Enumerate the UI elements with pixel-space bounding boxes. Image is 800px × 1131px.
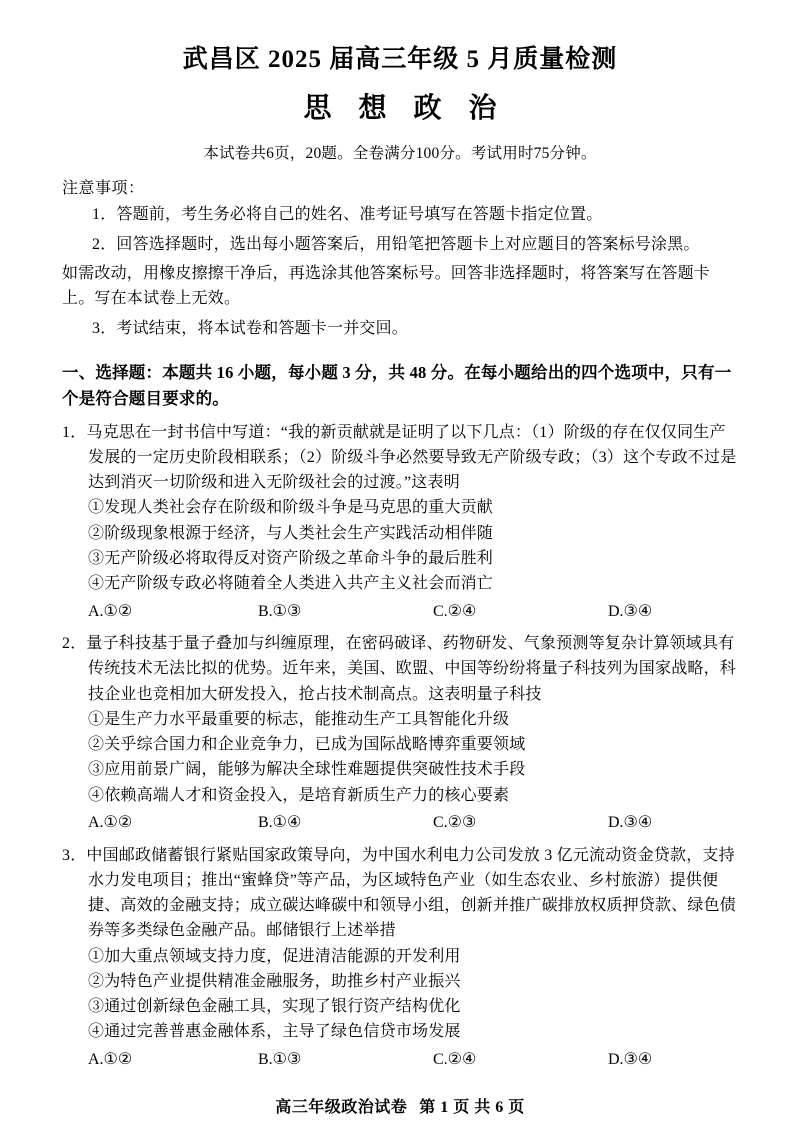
question-3-option-1: ①加大重点领域支持力度，促进清洁能源的开发利用 xyxy=(88,947,461,965)
question-3-option-4: ④通过完善普惠金融体系，主导了绿色信贷市场发展 xyxy=(88,1023,461,1041)
question-1-option-2: ②阶级现象根源于经济，与人类社会生产实践活动相伴随 xyxy=(88,524,494,542)
question-3-number: 3． xyxy=(62,846,87,864)
page-footer xyxy=(62,1094,738,1117)
question-3-text: 中国邮政储蓄银行紧贴国家政策导向，为中国水利电力公司发放 3 亿元流动资金贷款，支持水力发电项目；推出“蜜蜂贷”等产品，为区域特色产业（如生态农业、乡村旅游）提供便捷、高效的金融支持；成立碳达峰碳中和领导小组，创新并推广碳排放权质押贷款、绿色债券等多类绿色金融产品。邮储银行上述举措 xyxy=(86,846,737,940)
section-heading: 一、选择题：本题共 16 小题，每小题 3 分，共 48 分。在每小题给出的四个选项中，只有一个是符合题目要求的。 xyxy=(62,362,732,409)
footer-paper-name: 高三年级政治试卷 xyxy=(275,1099,408,1117)
question-1-option-3: ③无产阶级必将取得反对资产阶级之革命斗争的最后胜利 xyxy=(88,549,494,567)
subject-title: 思 想 政 治 xyxy=(303,92,507,124)
question-3-choice-b[interactable]: B.①③ xyxy=(258,1050,302,1068)
question-1-option-1: ①发现人类社会存在阶级和阶级斗争是马克思的重大贡献 xyxy=(88,499,494,517)
question-1-choice-a[interactable]: A.①② xyxy=(88,602,133,620)
question-2-choice-d[interactable]: D.③④ xyxy=(608,813,653,831)
question-3-option-3: ③通过创新绿色金融工具，实现了银行资产结构优化 xyxy=(88,998,461,1016)
question-2-option-4: ④依赖高端人才和资金投入，是培育新质生产力的核心要素 xyxy=(88,786,510,804)
question-2-choice-c[interactable]: C.②③ xyxy=(433,813,477,831)
question-1-choice-d[interactable]: D.③④ xyxy=(608,602,653,620)
question-1-choice-b[interactable]: B.①③ xyxy=(258,602,302,620)
question-2-option-2: ②关乎综合国力和企业竞争力，已成为国际战略博弈重要领域 xyxy=(88,736,526,754)
question-3 xyxy=(62,843,738,1073)
question-1-choices xyxy=(62,599,738,625)
question-1 xyxy=(62,420,738,624)
question-2-text: 量子科技基于量子叠加与纠缠原理，在密码破译、药物研发、气象预测等复杂计算领域具有传统技术无法比拟的优势。近年来，美国、欧盟、中国等纷纷将量子科技列为国家战略，科技企业也竞相加大研发投入，抢占技术制高点。这表明量子科技 xyxy=(86,635,737,703)
question-3-stem xyxy=(62,843,738,944)
paper-meta: 本试卷共6页，20题。全卷满分100分。考试用时75分钟。 xyxy=(203,144,597,162)
question-3-choice-c[interactable]: C.②④ xyxy=(433,1050,477,1068)
notice-item-2: 2．回答选择题时，选出每小题答案后，用铅笔把答题卡上对应题目的答案标号涂黑。 xyxy=(92,235,700,253)
question-1-option-4: ④无产阶级专政必将随着全人类进入共产主义社会而消亡 xyxy=(88,575,494,593)
question-3-option-2: ②为特色产业提供精准金融服务，助推乡村产业振兴 xyxy=(88,972,461,990)
question-3-choice-a[interactable]: A.①② xyxy=(88,1050,133,1068)
question-1-number: 1． xyxy=(62,423,87,441)
page-title: 武昌区 2025 届高三年级 5 月质量检测 xyxy=(182,46,618,73)
question-2-option-1: ①是生产力水平最重要的标志，能推动生产工具智能化升级 xyxy=(88,710,510,728)
question-1-choice-c[interactable]: C.②④ xyxy=(433,602,477,620)
question-3-choices xyxy=(62,1047,738,1073)
question-2 xyxy=(62,631,738,835)
question-1-stem xyxy=(62,420,738,496)
question-2-choice-a[interactable]: A.①② xyxy=(88,813,133,831)
question-2-stem xyxy=(62,631,738,707)
question-2-choice-b[interactable]: B.①④ xyxy=(258,813,302,831)
question-3-choice-d[interactable]: D.③④ xyxy=(608,1050,653,1068)
notice-item-2-continued: 如需改动，用橡皮擦擦干净后，再选涂其他答案标号。回答非选择题时，将答案写在答题卡上。写在本试卷上无效。 xyxy=(62,265,711,308)
notice-item-3: 3．考试结束，将本试卷和答题卡一并交回。 xyxy=(92,320,409,338)
notice-item-1: 1．答题前，考生务必将自己的姓名、准考证号填写在答题卡指定位置。 xyxy=(92,205,603,223)
question-1-text: 马克思在一封书信中写道：“我的新贡献就是证明了以下几点：（1）阶级的存在仅仅同生产发展的一定历史阶段相联系；（2）阶级斗争必然要导致无产阶级专政；（3）这个专政不过是达到消灭一切阶级和进入无阶级社会的过渡。”这表明 xyxy=(86,423,737,492)
question-2-number: 2． xyxy=(62,635,87,653)
question-2-option-3: ③应用前景广阔，能够为解决全球性难题提供突破性技术手段 xyxy=(88,761,526,779)
notice-title: 注意事项： xyxy=(62,179,145,197)
footer-page-number: 第 1 页 共 6 页 xyxy=(419,1099,525,1117)
question-2-choices xyxy=(62,810,738,836)
